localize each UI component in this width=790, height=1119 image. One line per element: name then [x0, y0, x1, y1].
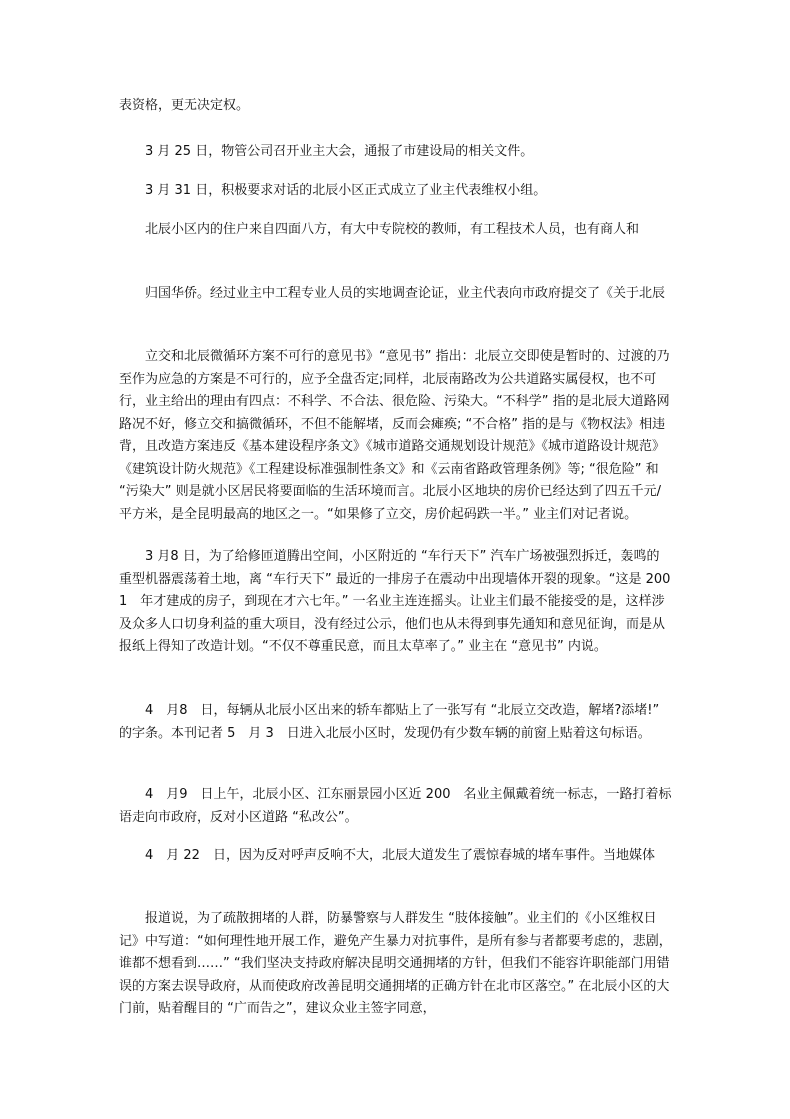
paragraph-3: 3 月 31 日，积极要求对话的北辰小区正式成立了业主代表维权小组。 [145, 183, 547, 198]
paragraph-5: 归国华侨。经过业主中工程专业人员的实地调查论证，业主代表向市政府提交了《关于北辰 [145, 286, 666, 301]
paragraph-10: 4 月 22 日，因为反对呼声反响不大，北辰大道发生了震惊春城的堵车事件。当地媒体 [145, 848, 655, 863]
paragraph-1: 表资格，更无决定权。 [119, 98, 250, 113]
paragraph-6: 立交和北辰微循环方案不可行的意见书》“意见书” 指出：北辰立交即使是暂时的、过渡的乃至作为应急的方案是不可行的，应予全盘否定;同样，北辰南路改为公共道路实属侵权，也不可行，业主给出的理由有四点：不科学、不合法、很危险、污染大。“不科学” 指的是北辰大道路网路况不好，修立交和搞微循环，不但不能解堵，反而会瘫痪; “不合格” 指的是与《物权法》相违背，且改造方案违反《基本建设程序条文》《城市道路交通规划设计规范》《城市道路设计规范》《建筑设计防火规范》《工程建设标准强制性条文》和《云南省路政管理条例》等; “很危险” 和 “污染大” 则是就小区居民将要面临的生活环境而言。北辰小区地块的房价已经达到了四五千元/平方米，是全昆明最高的地区之一。“如果修了立交，房价起码跌一半。” 业主们对记者说。 [119, 349, 670, 522]
paragraph-11: 报道说，为了疏散拥堵的人群，防暴警察与人群发生 “肢体接触”。业主们的《小区维权日记》中写道：“如何理性地开展工作，避免产生暴力对抗事件，是所有参与者都要考虑的，悲剧，谁都不想看到……” “我们坚决支持政府解决昆明交通拥堵的方针，但我们不能容许职能部门用错误的方案去误导政府，从而使政府改善昆明交通拥堵的正确方针在北市区落空。” 在北辰小区的大门前，贴着醒目的 “广而告之”，建议众业主签字同意， [119, 911, 672, 1016]
paragraph-9: 4 月9 日上午，北辰小区、江东丽景园小区近 200 名业主佩戴着统一标志，一路打着标语走向市政府，反对小区道路 “私改公”。 [119, 787, 672, 825]
paragraph-2: 3 月 25 日，物管公司召开业主大会，通报了市建设局的相关文件。 [145, 144, 534, 159]
paragraph-8: 4 月8 日，每辆从北辰小区出来的轿车都贴上了一张写有 “北辰立交改造，解堵?添堵!” 的字条。本刊记者 5 月 3 日进入北辰小区时，发现仍有少数车辆的前窗上贴着这句标语。 [119, 703, 660, 741]
paragraph-7: 3 月8 日，为了给修匝道腾出空间，小区附近的 “车行天下” 汽车广场被强烈拆迁，轰鸣的重型机器震荡着土地，离 “车行天下” 最近的一排房子在震动中出现墙体开裂的现象。“这是 2001 年才建成的房子，到现在才六七年。” 一名业主连连摇头。让业主们最不能接受的是，这样涉及众多人口切身利益的重大项目，没有经过公示，他们也从未得到事先通知和意见征询，而是从报纸上得知了改造计划。“不仅不尊重民意，而且太草率了。” 业主在 “意见书” 内说。 [119, 549, 671, 654]
paragraph-4: 北辰小区内的住户来自四面八方，有大中专院校的教师，有工程技术人员，也有商人和 [145, 222, 640, 237]
